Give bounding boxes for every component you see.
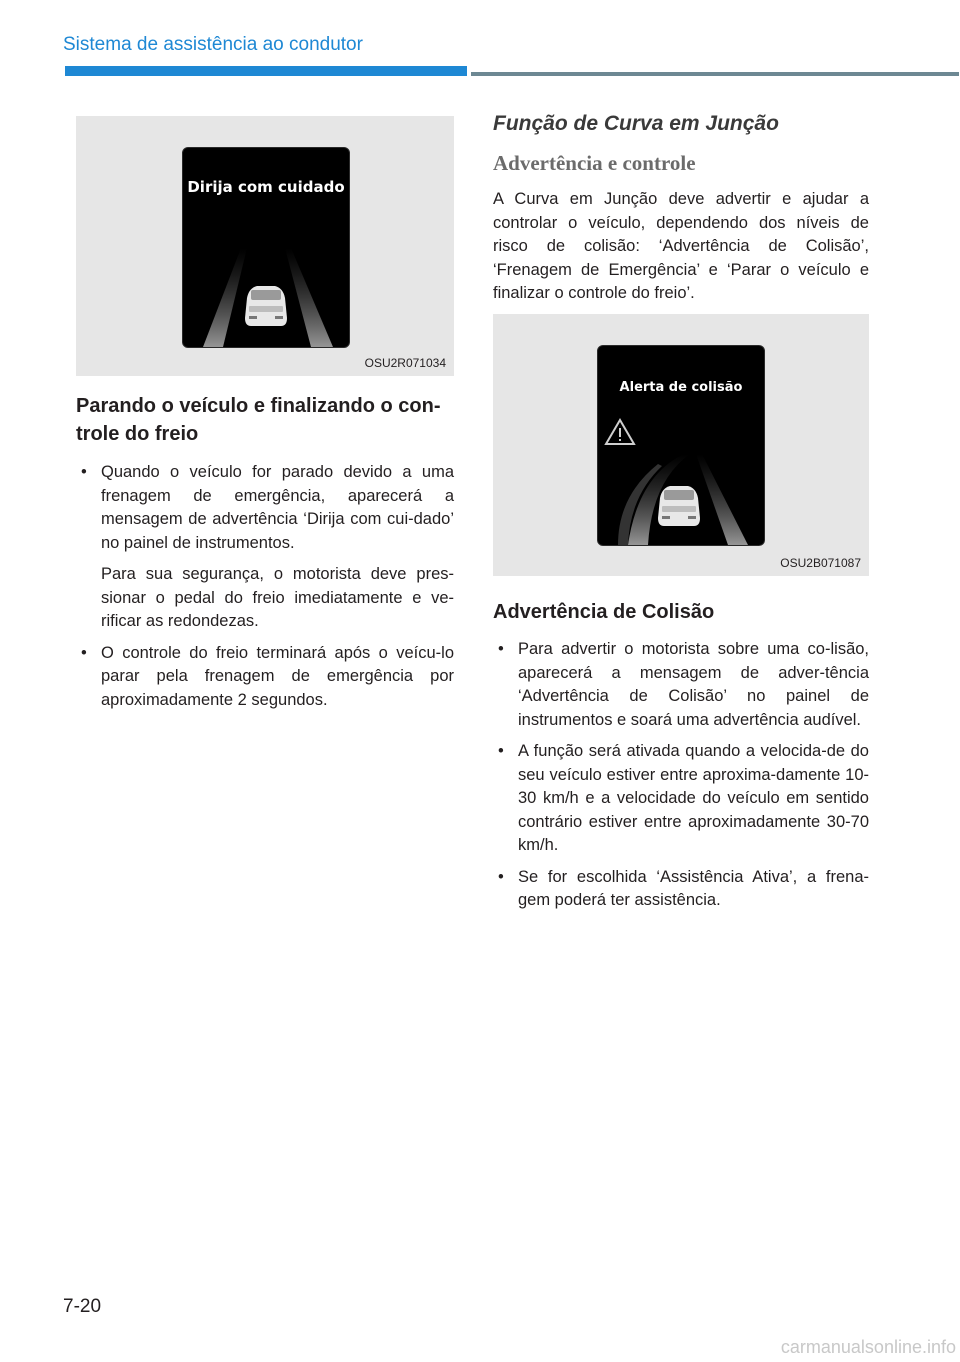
watermark: carmanualsonline.info: [780, 1337, 956, 1357]
bullet-list: [76, 461, 454, 712]
bullet-continuation: Para sua segurança, o motorista deve pres-sionar o pedal do freio imediatamente e ve-rificar as redondezas.: [101, 565, 454, 630]
screen-message: Alerta de colisão: [619, 380, 743, 395]
function-title: Função de Curva em Junção: [493, 112, 779, 135]
intro-paragraph: A Curva em Junção deve advertir e ajudar a controlar o veículo, dependendo dos níveis de risco de colisão: ‘Advertência de Colisão’, ‘Frenagem de Emergência’ e ‘Parar o veículo e finalizar o controle do freio’.: [493, 190, 869, 302]
car-lane-graphic: [598, 346, 764, 545]
figure-code: OSU2R071034: [364, 356, 446, 370]
page-number: 7-20: [63, 1296, 102, 1317]
bullet-text: Quando o veículo for parado devido a uma frenagem de emergência, aparecerá a mensagem de advertência ‘Dirija com cui-dado’ no painel de instrumentos.: [101, 463, 454, 552]
car-lane-graphic: [183, 148, 349, 347]
subsection-title: Advertência e controle: [493, 151, 696, 175]
warning-triangle-icon: [606, 420, 634, 444]
left-column: [76, 392, 454, 720]
list-item: [76, 461, 454, 634]
section-heading: Parando o veículo e finalizando o con-trole do freio: [76, 395, 441, 445]
intro-paragraph-wrap: [493, 188, 869, 306]
bullet-list: [493, 638, 869, 913]
list-item: [76, 642, 454, 713]
header-rule-blue: [65, 66, 467, 76]
screen-message: Dirija com cuidado: [187, 178, 345, 196]
list-item: • Para advertir o motorista sobre uma co-lisão, aparecerá a mensagem de adver-tência ‘Advertência de Colisão’ no painel de instrumentos e soará uma advertência audível.: [493, 638, 869, 732]
car-icon: [245, 286, 287, 326]
header-rule-gray: [471, 72, 959, 76]
figure-code: OSU2B071087: [780, 556, 861, 570]
section-heading: Advertência de Colisão: [493, 601, 715, 623]
figure-collision-alert: [493, 314, 869, 576]
cluster-screen: [182, 147, 350, 348]
cluster-screen: [597, 345, 765, 546]
car-icon: [658, 486, 700, 526]
right-column-lower: [493, 598, 869, 921]
bullet-text: O controle do freio terminará após o veícu-lo parar pela frenagem de emergência por aproximadamente 2 segundos.: [101, 643, 454, 709]
list-item: • A função será ativada quando a velocida-de do seu veículo estiver entre aproxima-damente 10-30 km/h e a velocidade do veículo em sentido contrário estiver entre aproximadamente 30-70 km/h.: [493, 740, 869, 858]
section-title: Sistema de assistência ao condutor: [63, 34, 363, 55]
list-item: • Se for escolhida ‘Assistência Ativa’, a frena-gem poderá ter assistência.: [493, 866, 869, 913]
figure-drive-carefully: [76, 116, 454, 376]
